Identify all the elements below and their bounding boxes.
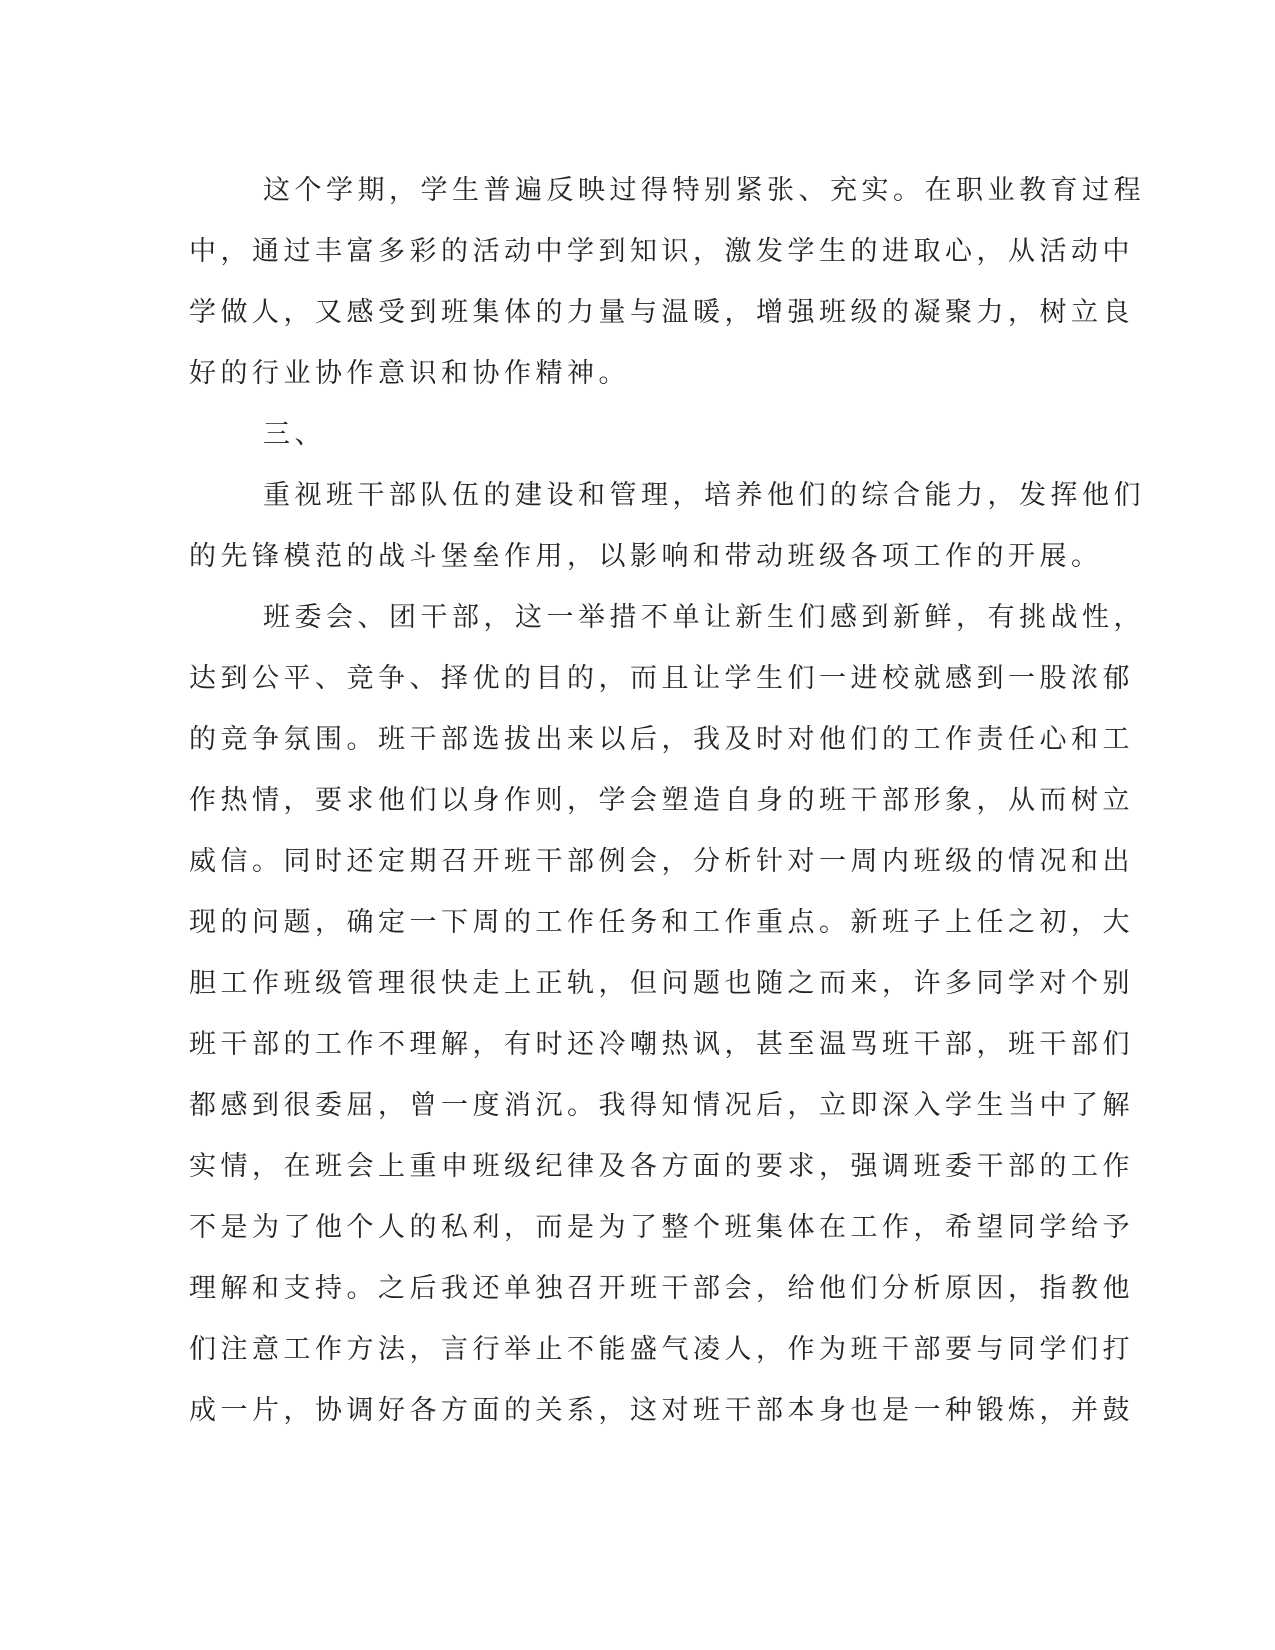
paragraph-line: 的先锋模范的战斗堡垒作用，以影响和带动班级各项工作的开展。 [189,541,1103,572]
paragraph-line: 的竞争氛围。班干部选拔出来以后，我及时对他们的工作责任心和工 [189,724,1134,755]
body-text [189,160,1145,1441]
paragraph-line: 实情，在班会上重申班级纪律及各方面的要求，强调班委干部的工作 [189,1151,1134,1182]
paragraph-line: 达到公平、竞争、择优的目的，而且让学生们一进校就感到一股浓郁 [189,663,1134,694]
section-heading: 三、 [263,419,326,450]
paragraph-line: 胆工作班级管理很快走上正轨，但问题也随之而来，许多同学对个别 [189,968,1134,999]
paragraph-line: 学做人，又感受到班集体的力量与温暖，增强班级的凝聚力，树立良 [189,297,1134,328]
paragraph-line: 成一片，协调好各方面的关系，这对班干部本身也是一种锻炼，并鼓 [189,1395,1134,1426]
paragraph-line: 理解和支持。之后我还单独召开班干部会，给他们分析原因，指教他 [189,1273,1134,1304]
paragraph-line: 威信。同时还定期召开班干部例会，分析针对一周内班级的情况和出 [189,846,1134,877]
paragraph-line: 不是为了他个人的私利，而是为了整个班集体在工作，希望同学给予 [189,1212,1134,1243]
paragraph-line: 班委会、团干部，这一举措不单让新生们感到新鲜，有挑战性， [263,602,1145,633]
paragraph-line: 中，通过丰富多彩的活动中学到知识，激发学生的进取心，从活动中 [189,236,1134,267]
paragraph-line: 们注意工作方法，言行举止不能盛气凌人，作为班干部要与同学们打 [189,1334,1134,1365]
paragraph-line: 好的行业协作意识和协作精神。 [189,358,630,389]
paragraph-line: 都感到很委屈，曾一度消沉。我得知情况后，立即深入学生当中了解 [189,1090,1134,1121]
paragraph-line: 作热情，要求他们以身作则，学会塑造自身的班干部形象，从而树立 [189,785,1134,816]
paragraph-line: 现的问题，确定一下周的工作任务和工作重点。新班子上任之初，大 [189,907,1134,938]
paragraph-line: 班干部的工作不理解，有时还冷嘲热讽，甚至温骂班干部，班干部们 [189,1029,1134,1060]
paragraph-line: 这个学期，学生普遍反映过得特别紧张、充实。在职业教育过程 [263,175,1145,206]
paragraph-line: 重视班干部队伍的建设和管理，培养他们的综合能力，发挥他们 [263,480,1145,511]
